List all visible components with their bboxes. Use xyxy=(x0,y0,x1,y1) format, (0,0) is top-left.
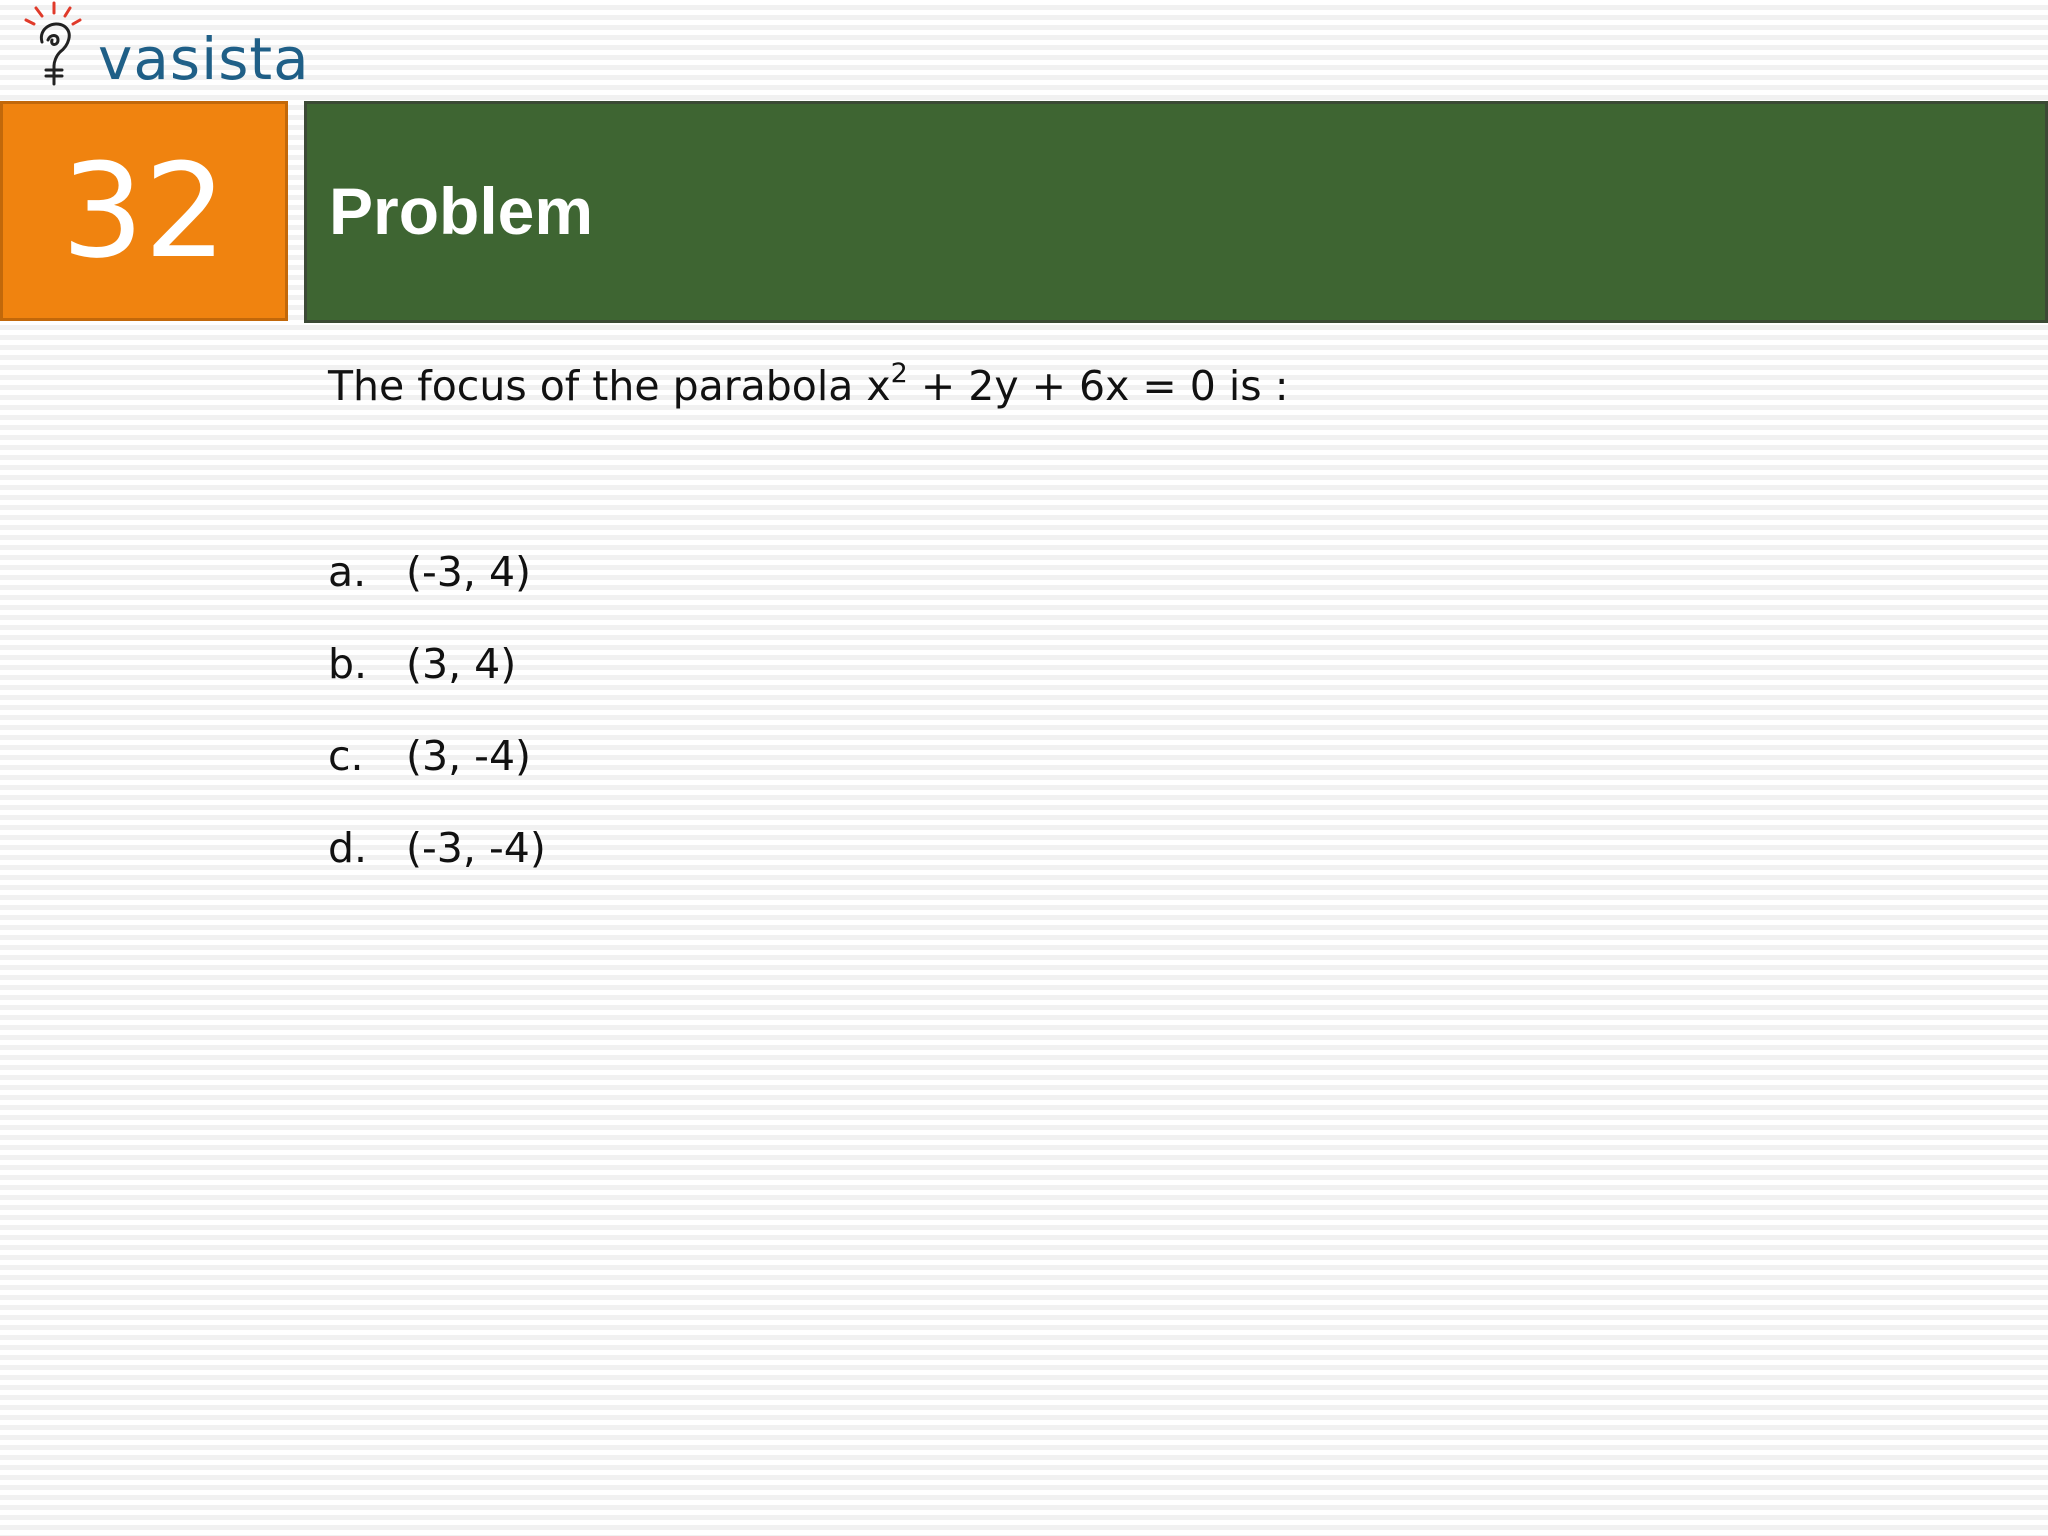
vasista-logo xyxy=(18,0,310,98)
slide-title: Problem xyxy=(329,174,594,248)
question-suffix: + 2y + 6x = 0 is : xyxy=(907,362,1289,410)
question-prefix: The focus of the parabola x xyxy=(328,362,891,410)
answer-options xyxy=(328,542,546,910)
option-text: (3, -4) xyxy=(406,732,532,780)
logo-wordmark: vasista xyxy=(98,25,310,93)
option-letter: d. xyxy=(328,824,368,872)
option-text: (-3, -4) xyxy=(406,824,546,872)
option-letter: b. xyxy=(328,640,368,688)
slide-number-box xyxy=(0,101,288,321)
option-text: (3, 4) xyxy=(406,640,517,688)
title-bar xyxy=(304,101,2048,323)
option-letter: a. xyxy=(328,548,367,596)
question-text xyxy=(328,358,1289,411)
option-letter: c. xyxy=(328,732,364,780)
option-b xyxy=(328,634,546,726)
option-a xyxy=(328,542,546,634)
option-d xyxy=(328,818,546,910)
option-c xyxy=(328,726,546,818)
slide-number: 32 xyxy=(61,135,227,287)
question-exponent: 2 xyxy=(890,358,908,389)
lightbulb-icon xyxy=(18,0,98,98)
option-text: (-3, 4) xyxy=(406,548,532,596)
